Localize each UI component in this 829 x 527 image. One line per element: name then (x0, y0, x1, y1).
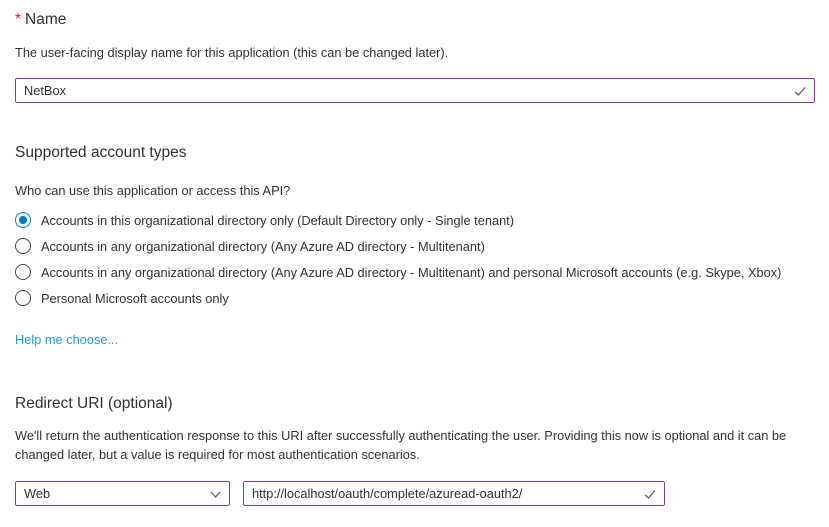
radio-button-icon[interactable] (15, 212, 31, 228)
account-type-radio-row[interactable] (15, 207, 815, 233)
required-asterisk: * (15, 11, 22, 28)
chevron-down-icon (209, 488, 222, 501)
help-me-choose-link[interactable]: Help me choose... (15, 332, 119, 347)
account-type-radio-row[interactable] (15, 285, 815, 311)
account-types-title: Supported account types (15, 144, 187, 161)
platform-select-dropdown[interactable] (15, 481, 230, 506)
name-description: The user-facing display name for this application (this can be changed later). (15, 45, 449, 60)
name-title-text: Name (25, 11, 67, 28)
app-registration-form (0, 11, 829, 506)
radio-label: Accounts in any organizational directory (Any Azure AD directory - Multitenant) (41, 238, 485, 254)
name-input-box (15, 78, 815, 103)
account-type-radio-row[interactable] (15, 233, 815, 259)
account-types-radio-group (15, 207, 815, 311)
platform-selected-value: Web (24, 486, 51, 501)
redirect-uri-row (15, 481, 815, 506)
redirect-uri-input-box (243, 481, 665, 506)
radio-button-icon[interactable] (15, 290, 31, 306)
radio-label: Accounts in this organizational directory only (Default Directory only - Single tenant) (41, 212, 514, 228)
radio-button-icon[interactable] (15, 238, 31, 254)
name-input[interactable] (16, 79, 814, 102)
account-type-radio-row[interactable] (15, 259, 815, 285)
radio-button-icon[interactable] (15, 264, 31, 280)
redirect-uri-title: Redirect URI (optional) (15, 395, 173, 412)
name-section-title (15, 11, 815, 29)
account-types-question: Who can use this application or access this API? (15, 183, 291, 198)
redirect-uri-input[interactable] (244, 482, 664, 505)
radio-label: Personal Microsoft accounts only (41, 290, 229, 306)
redirect-uri-description: We'll return the authentication response to this URI after successfully authenticating the user. Providing this now is optional and it can be changed later, but a value is required for most authentication scenarios. (15, 428, 787, 462)
radio-label: Accounts in any organizational directory (Any Azure AD directory - Multitenant) and personal Microsoft accounts (e.g. Skype, Xbox) (41, 264, 782, 280)
